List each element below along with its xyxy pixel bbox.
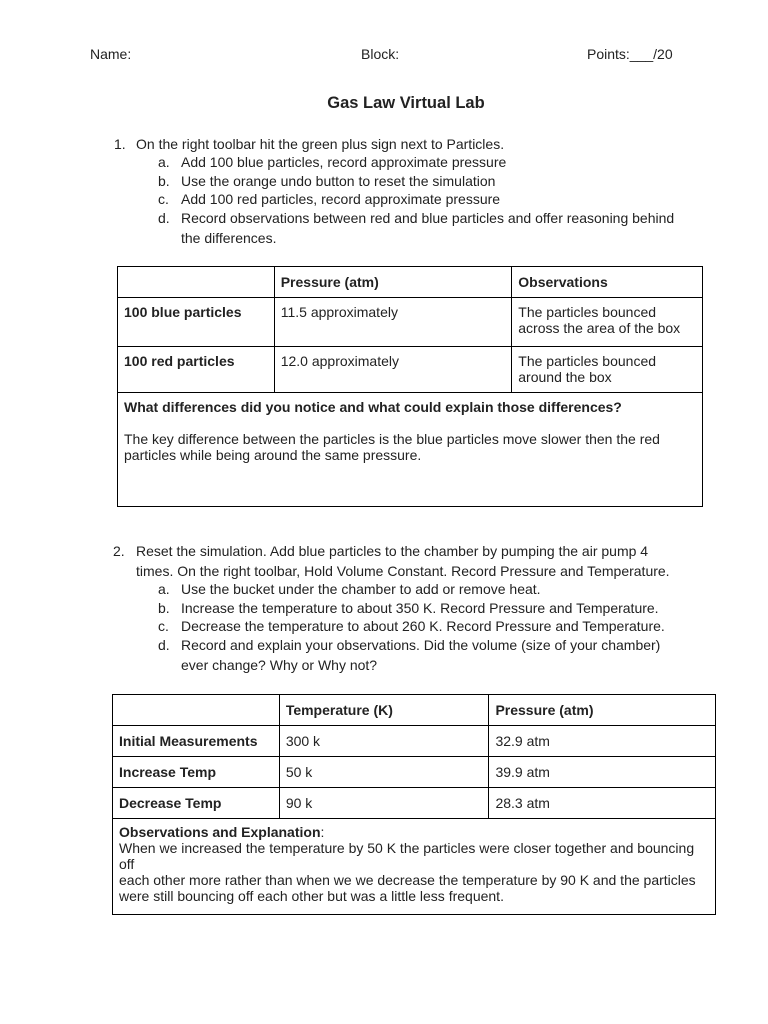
observations-heading — [119, 824, 709, 840]
observations-line: each other more rather than when we we decrease the temperature by 90 K and the particles — [119, 872, 696, 888]
q2-item-letter: b. — [158, 600, 170, 616]
table-row — [113, 788, 716, 819]
q2-item-letter: c. — [158, 618, 169, 634]
observation-line: around the box — [518, 369, 612, 385]
question-2-number: 2. — [113, 543, 125, 559]
table-header-temperature: Temperature (K) — [279, 695, 489, 726]
name-label: Name: — [90, 46, 132, 62]
table-header-observations: Observations — [512, 267, 703, 298]
table-header-pressure: Pressure (atm) — [274, 267, 512, 298]
table-row — [118, 347, 703, 393]
q2-item-letter: a. — [158, 581, 170, 597]
observations-label: Observations and Explanation — [119, 824, 321, 840]
temperature-table — [112, 694, 716, 915]
points-label: Points:___/20 — [587, 46, 673, 62]
q2-item-text: Increase the temperature to about 350 K. Record Pressure and Temperature. — [181, 600, 659, 616]
differences-cell — [118, 393, 703, 507]
q1-item-text: Add 100 blue particles, record approximate pressure — [181, 154, 507, 170]
differences-question: What differences did you notice and what could explain those differences? — [124, 399, 622, 415]
q1-item-text: Record observations between red and blue particles and offer reasoning behind — [181, 210, 675, 226]
q2-item-text-continued: ever change? Why or Why not? — [181, 657, 378, 673]
q2-item-letter: d. — [158, 637, 170, 653]
temperature-cell: 50 k — [279, 757, 489, 788]
q2-item-text: Record and explain your observations. Did the volume (size of your chamber) — [181, 637, 661, 653]
observation-line: The particles bounced — [518, 304, 657, 320]
pressure-cell: 12.0 approximately — [274, 347, 512, 393]
q1-item-letter: d. — [158, 210, 170, 226]
differences-answer-line: The key difference between the particles is the blue particles move slower then the red — [124, 431, 660, 447]
temperature-cell: 90 k — [279, 788, 489, 819]
row-label: 100 red particles — [118, 347, 275, 393]
row-label: Initial Measurements — [113, 726, 280, 757]
block-label: Block: — [361, 46, 400, 62]
row-label: Increase Temp — [113, 757, 280, 788]
pressure-cell: 39.9 atm — [489, 757, 716, 788]
q1-item-letter: c. — [158, 191, 169, 207]
pressure-cell: 11.5 approximately — [274, 298, 512, 347]
q1-item-text: Use the orange undo button to reset the simulation — [181, 173, 496, 189]
pressure-cell: 32.9 atm — [489, 726, 716, 757]
q1-item-text-continued: the differences. — [181, 230, 277, 246]
table-header-pressure: Pressure (atm) — [489, 695, 716, 726]
temperature-cell: 300 k — [279, 726, 489, 757]
question-2-text-continued: times. On the right toolbar, Hold Volume Constant. Record Pressure and Temperature. — [136, 563, 670, 579]
table-header-empty — [113, 695, 280, 726]
question-1-number: 1. — [114, 136, 126, 152]
q1-item-text: Add 100 red particles, record approximate pressure — [181, 191, 501, 207]
observation-cell — [512, 347, 703, 393]
observation-line: The particles bounced — [518, 353, 657, 369]
observation-line: across the area of the box — [518, 320, 681, 336]
observations-line: When we increased the temperature by 50 K the particles were closer together and bouncing off — [119, 840, 695, 872]
table-row — [118, 298, 703, 347]
table-row — [113, 726, 716, 757]
q1-item-letter: a. — [158, 154, 170, 170]
table-header-empty — [118, 267, 275, 298]
observations-colon: : — [320, 824, 325, 840]
q2-item-text: Use the bucket under the chamber to add or remove heat. — [181, 581, 541, 597]
observations-cell — [113, 819, 716, 915]
question-2-text: Reset the simulation. Add blue particles to the chamber by pumping the air pump 4 — [136, 543, 649, 559]
row-label: 100 blue particles — [118, 298, 275, 347]
pressure-cell: 28.3 atm — [489, 788, 716, 819]
row-label: Decrease Temp — [113, 788, 280, 819]
observations-line: were still bouncing off each other but was a little less frequent. — [119, 888, 504, 904]
differences-answer-line: particles while being around the same pressure. — [124, 447, 422, 463]
question-1-text: On the right toolbar hit the green plus sign next to Particles. — [136, 136, 505, 152]
q1-item-letter: b. — [158, 173, 170, 189]
q2-item-text: Decrease the temperature to about 260 K. Record Pressure and Temperature. — [181, 618, 665, 634]
page-title: Gas Law Virtual Lab — [327, 94, 485, 112]
observation-cell — [512, 298, 703, 347]
particles-table — [117, 266, 703, 507]
table-row — [113, 757, 716, 788]
